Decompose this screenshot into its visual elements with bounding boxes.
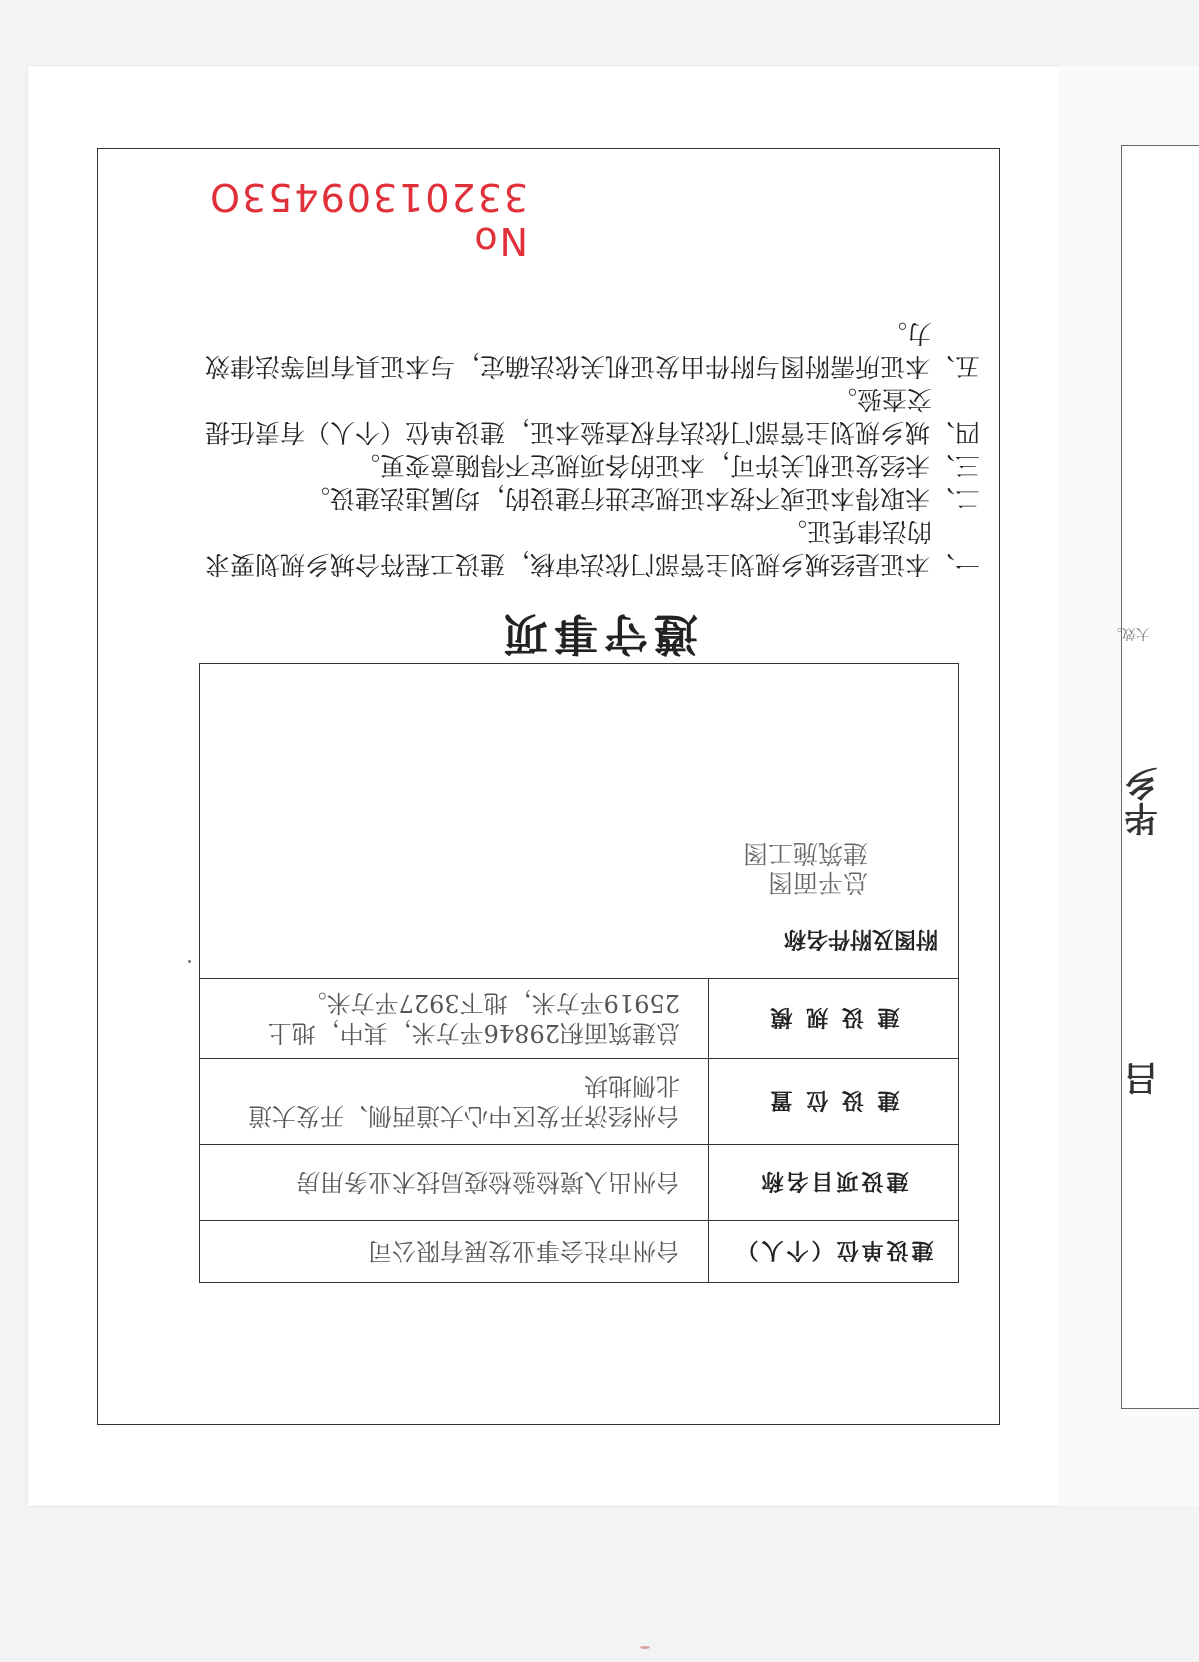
table-row <box>200 1058 958 1144</box>
scan-speck <box>640 1646 650 1649</box>
attachment-item: 总平面图 <box>767 868 868 897</box>
note-item: 一、本证是经城乡规划主管部门依法审核，建设工程符合城乡规划要求的法律凭证。 <box>204 517 980 579</box>
certificate-content <box>97 148 998 1423</box>
adjacent-page <box>1108 145 1199 1409</box>
note-item: 三、未经发证机关许可，本证的各项规定不得随意变更。 <box>354 451 980 480</box>
scan-speck <box>188 960 191 963</box>
row-label: 建设单位（个人） <box>708 1221 958 1282</box>
adjacent-page-fragment: 大效。 <box>1108 625 1150 641</box>
row-value: 台州经济开发区中心大道西侧、开发大道北侧地块 <box>248 1072 680 1131</box>
row-label: 建设项目名称 <box>708 1145 958 1220</box>
attachments-section <box>200 817 958 978</box>
note-item: 五、本证所需附图与附件由发证机关依法确定，与本证具有同等法律效力。 <box>204 319 980 381</box>
attachments-list <box>220 839 938 897</box>
row-label: 建 设 位 置 <box>708 1059 958 1144</box>
note-item: 四、城乡规划主管部门依法有权查验本证，建设单位（个人）有责任提交查验。 <box>204 385 980 447</box>
table-row <box>200 1220 958 1282</box>
row-value: 台州市社会事业发展有限公司 <box>368 1237 680 1266</box>
notes-list <box>205 317 980 581</box>
note-item: 二、未取得本证或不按本证规定进行建设的，均属违法建设。 <box>304 484 980 513</box>
attachment-item: 建筑施工图 <box>742 839 868 868</box>
adjacent-page-fragment: 吕 <box>1124 1057 1158 1097</box>
notes-heading: 遵守事项 <box>498 608 698 659</box>
serial-number: No 33201309453O <box>208 175 528 263</box>
adjacent-page-fragment: 毕 <box>1124 797 1158 837</box>
row-value: 总建筑面积29846平方米，其中，地上25919平方米，地下3927平方米。 <box>267 989 680 1048</box>
row-label: 建 设 规 模 <box>708 979 958 1058</box>
table-row <box>200 978 958 1058</box>
project-info-table <box>199 663 959 1283</box>
adjacent-page-fragment: 乡 <box>1124 762 1158 802</box>
table-row <box>200 1144 958 1220</box>
row-value: 台州出入境检验检疫局技术业务用房 <box>296 1168 680 1197</box>
attachments-title: 附图及附件名称 <box>783 926 938 952</box>
